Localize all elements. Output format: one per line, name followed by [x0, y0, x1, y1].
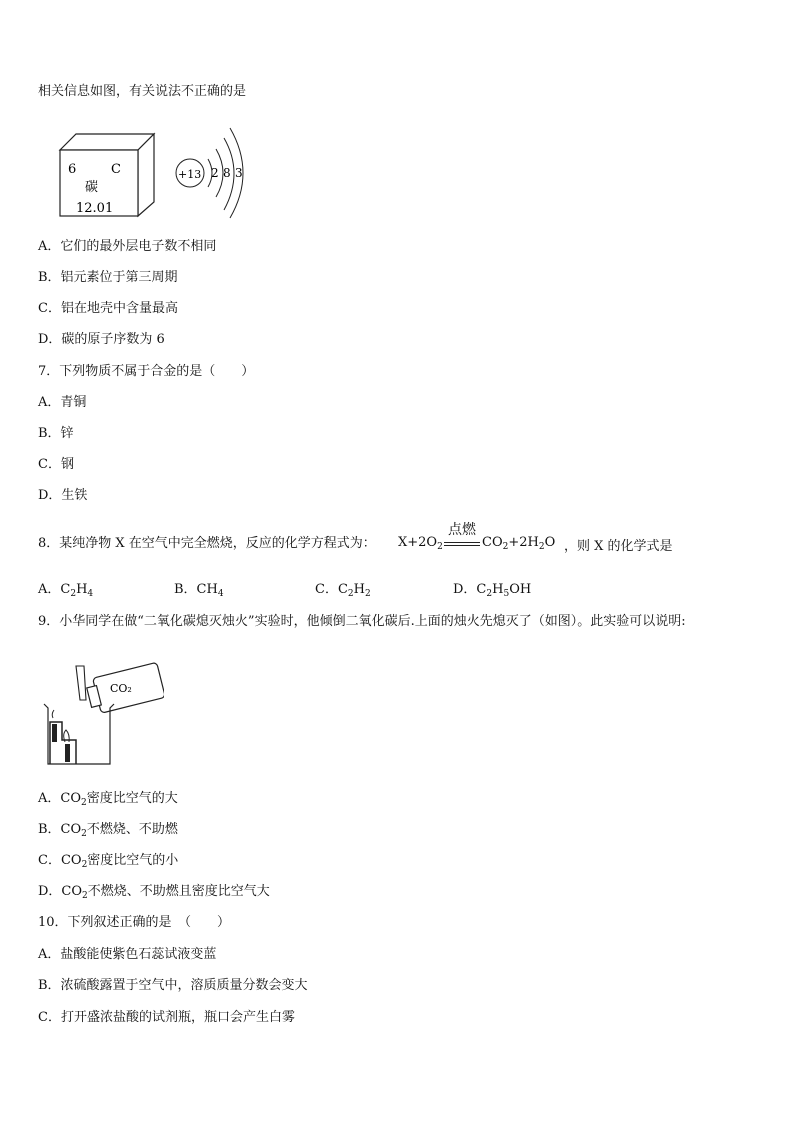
q8-stem-after: ，则 X 的化学式是 — [564, 539, 673, 554]
eq-right-h2o-sub: 2 — [538, 542, 545, 552]
q10-stem: 10．下列叙述正确的是 （ ） — [38, 915, 231, 930]
nucleus-charge: +13 — [178, 168, 202, 181]
q8-option-c: C．$C_2H_2$ — [315, 582, 371, 599]
shell-3: 3 — [235, 166, 243, 180]
q9-option-c: C．$CO_2$密度比空气的小 — [38, 853, 179, 870]
eq-line-top — [444, 542, 480, 543]
q6-option-c: C．铝在地壳中含量最高 — [38, 301, 178, 316]
q7-option-b: B．锌 — [38, 426, 74, 441]
q7-option-a: A．青铜 — [38, 395, 87, 410]
q6-stem: 相关信息如图，有关说法不正确的是 — [38, 84, 247, 99]
eq-right-co: CO — [482, 535, 503, 550]
element-number: 6 — [68, 162, 77, 177]
q7-stem: 7．下列物质不属于合金的是（ ） — [38, 364, 255, 379]
element-symbol: C — [111, 162, 121, 177]
element-box-figure — [58, 128, 158, 220]
element-name: 碳 — [85, 180, 99, 195]
eq-right-h2o-a: +2H — [508, 535, 539, 550]
q7-option-c: C．钢 — [38, 457, 74, 472]
q9-stem: 9．小华同学在做“二氧化碳熄灭烛火”实验时，他倾倒二氧化碳后.上面的烛火先熄灭了（如图）。此实验可以说明: — [38, 614, 686, 629]
eq-right-h2o-b: O — [544, 535, 556, 550]
q8-equation — [398, 519, 680, 559]
eq-line-bottom — [444, 545, 480, 546]
q9-option-b: B．$CO_2$不燃烧、不助燃 — [38, 822, 178, 839]
shell-2: 8 — [223, 166, 231, 180]
co2-candle-figure — [40, 660, 164, 768]
q10-option-c: C．打开盛浓盐酸的试剂瓶，瓶口会产生白雾 — [38, 1010, 295, 1025]
q6-option-b: B．铝元素位于第三周期 — [38, 270, 178, 285]
q8-stem-before: 8．某纯净物 X 在空气中完全燃烧，反应的化学方程式为： — [38, 536, 376, 551]
aluminum-atom-diagram — [172, 124, 252, 220]
q8-option-b: B．$CH_4$ — [174, 582, 224, 599]
q8-option-a: A．$C_2H_4$ — [38, 582, 94, 599]
co2-label: CO₂ — [110, 682, 132, 695]
q8-option-d: D．$C_2H_5OH$ — [453, 582, 532, 599]
shell-1: 2 — [211, 166, 219, 180]
eq-left-sub: 2 — [437, 542, 443, 552]
eq-condition: 点燃 — [448, 522, 476, 538]
eq-right-co-sub: 2 — [502, 542, 509, 552]
q7-option-d: D．生铁 — [38, 488, 88, 503]
q9-option-d: D．$CO_2$不燃烧、不助燃且密度比空气大 — [38, 884, 270, 901]
element-mass: 12.01 — [76, 201, 114, 216]
q9-option-a: A．$CO_2$密度比空气的大 — [38, 791, 178, 808]
q6-option-a: A．它们的最外层电子数不相同 — [38, 239, 217, 254]
eq-left-x: X+2O — [398, 535, 438, 550]
q6-option-d: D．碳的原子序数为 6 — [38, 332, 165, 347]
q10-option-a: A．盐酸能使紫色石蕊试液变蓝 — [38, 947, 217, 962]
q10-option-b: B．浓硫酸露置于空气中，溶质质量分数会变大 — [38, 978, 308, 993]
